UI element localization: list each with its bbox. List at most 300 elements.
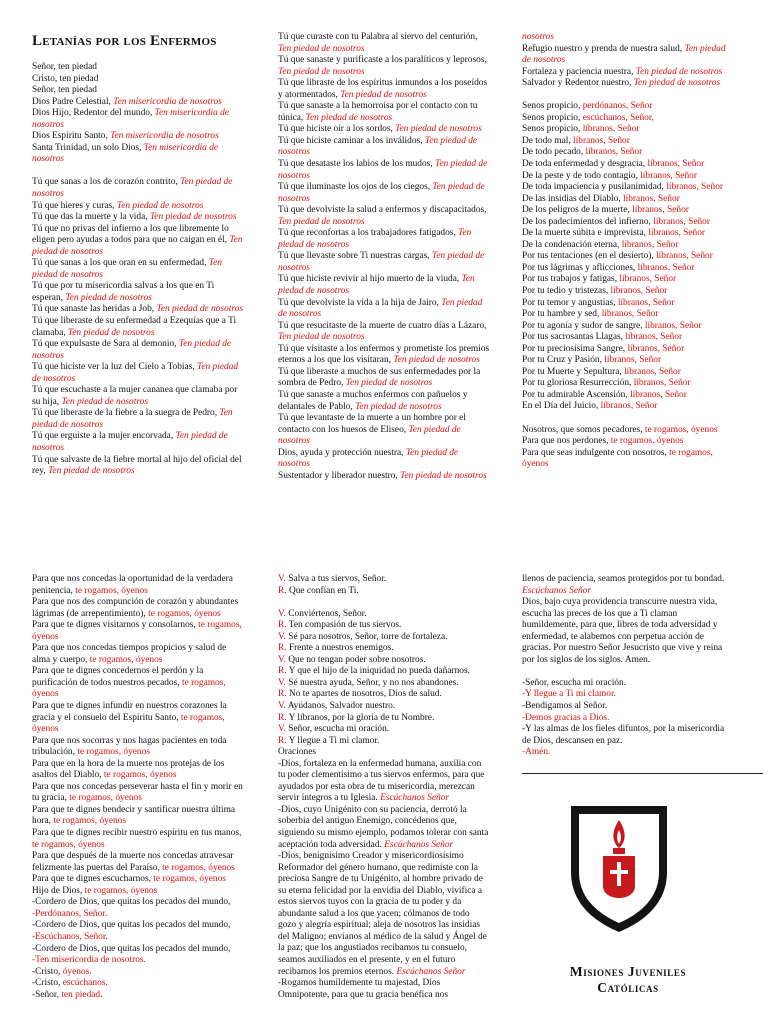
invocation-text: Tú que por tu misericordia salvas a los que en Ti esperan,	[32, 281, 215, 303]
invocation-text: Por tu hambre y sed,	[522, 309, 602, 320]
list-item	[522, 378, 734, 390]
list-item	[32, 62, 244, 74]
invocation-text: De los padecimientos del infierno,	[522, 216, 654, 227]
response-text: líbranos, Señor	[582, 124, 640, 135]
response-text: te rogamos, óyenos	[148, 608, 221, 619]
response-text: Ten piedad de nosotros	[278, 159, 488, 181]
response-text: líbranos, Señor	[604, 355, 662, 366]
page-bottom	[0, 570, 768, 1024]
list-item	[522, 228, 734, 240]
response-text: líbranos, Señor	[623, 193, 680, 204]
list-item	[32, 851, 244, 874]
response-text: -Amén.	[522, 747, 551, 758]
invocation-text: -Señor, escucha mi oración.	[522, 677, 627, 688]
response-text: Ten piedad de nosotros	[278, 182, 485, 204]
response-text: Ten misericordia de nosotros	[110, 131, 219, 142]
list-item	[32, 920, 244, 932]
invocation-text: De las insidias del Diablo,	[522, 193, 624, 204]
list-item	[522, 78, 734, 90]
list-item	[32, 990, 244, 1002]
invocation-text: Tú que sanaste a la hemorroísa por el contacto con tu túnica,	[278, 101, 478, 123]
response-text: Ten piedad de nosotros	[48, 466, 135, 477]
list-item	[32, 212, 244, 224]
response-text: Ten piedad de nosotros	[278, 297, 483, 320]
invocation-text: No te apartes de nosotros, Dios de salud.	[286, 689, 442, 700]
response-text: te rogamos, óyenos	[644, 424, 718, 435]
invocation-text: En el Día del Juicio,	[522, 401, 601, 412]
response-text: -Ten misericordia de nosotros.	[32, 955, 146, 966]
list-item	[278, 274, 490, 297]
spacer	[522, 666, 734, 678]
response-text: Ten piedad de nosotros	[32, 339, 232, 361]
list-item	[278, 101, 490, 124]
list-item	[32, 574, 244, 597]
invocation-text: Tú que sanaste y purificaste a los paralíticos y leprosos,	[278, 55, 487, 66]
invocation-text: Para que te dignes concedernos el perdón y la purificación de todos nuestros pecados,	[32, 666, 204, 688]
response-text: Escúchanos Señor	[380, 793, 450, 804]
column-2	[278, 32, 490, 482]
invocation-text: Salvador y Redentor nuestro,	[522, 78, 634, 89]
divider-line	[522, 773, 763, 774]
list-item	[278, 978, 490, 1001]
list-item	[32, 620, 244, 643]
invocation-text: Por tu agonía y sudor de sangre,	[522, 320, 645, 331]
invocation-text: De la peste y de todo contagio,	[522, 170, 641, 181]
invocation-text: Salva a tus siervos, Señor.	[285, 574, 387, 584]
invocation-text: -Dios, fortaleza en la enfermedad humana, auxilia con tu poder clementísimo a tus siervos enfermos, para que ayudados por esta obra de tu misericordia, merezcan servir íntegros a tu Iglesia.	[278, 758, 485, 804]
shield-logo-icon	[567, 802, 671, 934]
invocation-text: -Cordero de Dios, que quitas los pecados del mundo,	[32, 897, 231, 908]
list-item	[32, 431, 244, 454]
invocation-text: -Dios, benignísimo Creador y misericordiosísimo Reformador del género humano, que redimiste con la preciosa Sangre de tu Unigénito, al hombre privado de su eterna felicidad por la envidia del Diablo, vivifica a estos siervos tuyos con la gracia de tu poder y da abundante salud a los que yacen; cólmanos de todo gozo y alegría espiritual; aleja de nosotros las insidias del Maligno; envíanos al médico de la salud y Ángel de la paz; que los angustiados recibamos tu consuelo, seamos auxiliados en el presente, y en el futuro recibamos los premios eternos.	[278, 851, 487, 977]
invocation-text: Tú que sanaste las heridas a Job,	[32, 304, 157, 315]
response-text: Ten piedad de nosotros	[522, 43, 726, 66]
response-text: Ten piedad de nosotros	[633, 78, 721, 89]
invocation-text: Por tu preciosísima Sangre,	[522, 343, 628, 354]
invocation-text: Y líbranos, por la gloria de tu Nombre.	[286, 712, 435, 723]
list-item	[278, 574, 490, 586]
list-item	[278, 701, 490, 713]
list-item	[278, 55, 490, 78]
list-item	[32, 224, 244, 259]
invocation-text: Oraciones	[278, 747, 317, 758]
invocation-text: -Cordero de Dios, que quitas los pecados del mundo,	[32, 943, 231, 954]
response-text: líbranos, Señor	[573, 135, 630, 146]
response-text: Ten piedad de nosotros	[278, 251, 485, 273]
spacer	[522, 413, 734, 425]
versicle-marker: V.	[278, 677, 286, 688]
list-item	[32, 967, 244, 979]
list-item	[522, 401, 734, 413]
list-item	[522, 217, 734, 229]
list-item	[278, 321, 490, 344]
response-text: te rogamos, óyenos	[75, 585, 148, 596]
list-item	[278, 448, 490, 471]
invocation-text: Tú que reconfortas a los trabajadores fatigados,	[278, 228, 459, 239]
response-text: escúchanos, Señor,	[582, 112, 654, 123]
invocation-text: De toda impaciencia y pusilanimidad,	[522, 182, 667, 193]
response-text: líbranos, Señor	[624, 366, 681, 377]
invocation-text: Tú que devolviste la vida a la hija de Jairo,	[278, 297, 442, 308]
list-item	[32, 97, 244, 109]
response-text: Ten piedad de nosotros	[340, 89, 427, 100]
invocation-text: Hijo de Dios,	[32, 885, 85, 896]
invocation-text: Sé para nosotros, Señor, torre de fortaleza.	[285, 631, 448, 642]
list-item	[32, 131, 244, 143]
invocation-text: Tú que resucitaste de la muerte de cuatro días a Lázaro,	[278, 320, 487, 331]
list-item	[522, 701, 734, 713]
list-item	[522, 574, 734, 597]
list-item	[522, 724, 734, 747]
list-item	[278, 586, 490, 598]
invocation-text: llenos de paciencia, seamos protegidos por tu bondad.	[522, 574, 725, 584]
list-item	[278, 713, 490, 725]
response-text: líbranos, Señor	[640, 170, 697, 181]
invocation-text: Señor, escucha mi oración.	[285, 724, 390, 735]
list-item	[278, 251, 490, 274]
list-item	[522, 448, 734, 471]
invocation-text: -Y las almas de los fieles difuntos, por la misericordia de Dios, descansen en paz.	[522, 724, 725, 746]
list-item	[522, 425, 734, 437]
list-item	[32, 597, 244, 620]
list-item	[32, 108, 244, 131]
response-text: -Y llegue a Ti mi clamor.	[522, 689, 616, 700]
response-text: líbranos, Señor	[633, 378, 691, 389]
column-2	[278, 574, 490, 1001]
response-text: Ten piedad de nosotros	[278, 274, 475, 297]
list-item	[32, 897, 244, 909]
list-item	[278, 689, 490, 701]
response-text: te rogamos, óyenos	[103, 770, 177, 781]
response-text: ten piedad.	[61, 989, 103, 1000]
list-item	[32, 932, 244, 944]
invocation-text: De la condenación eterna,	[522, 239, 622, 250]
invocation-text: Tú que escuchaste a la mujer cananea que clamaba por su hija,	[32, 385, 238, 407]
invocation-text: Tú que iluminaste los ojos de los ciegos,	[278, 182, 433, 193]
response-text: te rogamos, óyenos	[84, 885, 158, 896]
invocation-text: Dios Hijo, Redentor del mundo,	[32, 108, 155, 119]
list-item	[522, 159, 734, 171]
list-item	[522, 286, 734, 298]
list-item	[32, 805, 244, 828]
invocation-text: Dios, ayuda y protección nuestra,	[278, 447, 406, 458]
list-item	[32, 316, 244, 339]
invocation-text: Refugio nuestro y prenda de nuestra salud,	[522, 43, 685, 54]
litany-list	[278, 32, 490, 482]
invocation-text: Para que nos concedas la oportunidad de la verdadera penitencia,	[32, 574, 233, 596]
invocation-text: Para que te dignes escucharnos,	[32, 874, 154, 885]
list-item	[32, 304, 244, 316]
response-text: líbranos, Señor	[637, 262, 695, 273]
list-item	[278, 159, 490, 182]
list-item	[278, 666, 490, 678]
spacer	[278, 597, 490, 609]
list-item	[522, 436, 734, 448]
invocation-text: Tú que das la muerte y la vida,	[32, 212, 150, 223]
response-text: -Escúchanos, Señor.	[32, 931, 108, 942]
list-item	[522, 171, 734, 183]
response-text: líbranos, Señor	[653, 216, 710, 227]
invocation-text: Y que el hijo de la iniquidad no pueda dañarnos.	[286, 666, 470, 677]
response-text: Ten piedad de nosotros	[32, 408, 233, 430]
list-item	[32, 385, 244, 408]
column-1	[32, 574, 244, 1001]
response-text: te rogamos, óyenos	[522, 447, 713, 470]
list-item	[522, 101, 734, 113]
list-item	[32, 177, 244, 200]
invocation-text: Tú que visitaste a los enfermos y prometiste los premios eternos a los que los visitaran,	[278, 343, 490, 366]
invocation-text: Para que te dignes visitarnos y consolarnos,	[32, 620, 199, 631]
response-text: -Demos gracias a Dios.	[522, 712, 610, 723]
list-item	[32, 955, 244, 967]
list-item	[278, 851, 490, 978]
list-item	[32, 281, 244, 304]
brand-name	[522, 964, 734, 996]
versicle-marker: V.	[278, 574, 286, 584]
invocation-text: -Bendigamos al Señor.	[522, 700, 608, 711]
versicle-marker: V.	[278, 608, 286, 619]
response-text: Ten piedad de nosotros	[278, 66, 365, 77]
list-item	[32, 339, 244, 362]
list-item	[278, 759, 490, 805]
list-item	[32, 978, 244, 990]
response-text: te rogamos, óyenos	[153, 874, 226, 885]
response-text: Escúchanos Señor	[384, 839, 454, 850]
litany-list	[32, 574, 244, 1001]
invocation-text: Para que seas indulgente con nosotros,	[522, 447, 670, 458]
response-text: líbranos, Señor	[610, 285, 668, 296]
invocation-text: -Dios, cuyo Unigénito con su paciencia, derrotó la soberbia del antiguo Enemigo, concédenos que, siguiendo su mismo ejemplo, podamos tolerar con santa aceptación toda adversidad.	[278, 804, 489, 850]
column-3	[522, 574, 734, 759]
invocation-text: Para que nos perdones,	[522, 436, 611, 447]
invocation-text: De los peligros de la muerte,	[522, 205, 633, 216]
litany-list	[32, 62, 244, 478]
response-text: Ten piedad de nosotros	[278, 424, 461, 447]
list-item	[278, 471, 490, 483]
response-text: Ten piedad de nosotros	[61, 396, 148, 407]
response-text: líbranos, Señor	[600, 401, 658, 412]
list-item	[32, 759, 244, 782]
list-item	[522, 205, 734, 217]
invocation-text: Por tu admirable Ascensión,	[522, 389, 631, 400]
invocation-text: Para que nos des compunción de corazón y abundantes lágrimas (de arrepentimiento),	[32, 597, 239, 619]
invocation-text: Tú que erguiste a la mujer encorvada,	[32, 431, 176, 442]
versicle-marker: V.	[278, 654, 286, 665]
invocation-text: Que no tengan poder sobre nosotros.	[285, 654, 426, 665]
invocation-text: Tú que sanas a los que oran en su enfermedad,	[32, 258, 209, 269]
invocation-text: Tú que levantaste de la muerte a un hombre por el contacto con los huesos de Eliseo,	[278, 413, 466, 435]
response-text: líbranos, Señor	[630, 389, 687, 400]
response-text: Escúchanos Señor	[396, 966, 466, 977]
invocation-text: Senos propicio,	[522, 101, 583, 112]
response-text: líbranos, Señor	[621, 239, 679, 250]
list-item	[278, 632, 490, 644]
list-item	[278, 78, 490, 101]
response-text: Ten piedad de nosotros	[278, 43, 365, 54]
response-text: te rogamos, óyenos	[162, 862, 235, 873]
response-text: óyenos.	[62, 966, 92, 977]
list-item	[278, 367, 490, 390]
versicle-marker: R.	[278, 643, 287, 654]
invocation-text: De todo mal,	[522, 135, 574, 146]
list-item	[32, 828, 244, 851]
invocation-text: Fortaleza y paciencia nuestra,	[522, 66, 636, 77]
invocation-text: Para que en la hora de la muerte nos protejas de los asaltos del Diablo,	[32, 758, 225, 781]
invocation-text: De todo pecado,	[522, 147, 586, 158]
invocation-text: Por tu gloriosa Resurrección,	[522, 378, 634, 389]
list-item	[522, 182, 734, 194]
invocation-text: -Rogamos humildemente tu majestad, Dios Omnipotente, para que tu gracia benéfica nos	[278, 978, 448, 1000]
invocation-text: Por tu Cruz y Pasión,	[522, 355, 605, 366]
list-item	[278, 609, 490, 621]
invocation-text: Santa Trinidad, un solo Dios,	[32, 142, 144, 153]
response-text: Ten piedad de nosotros	[32, 177, 233, 199]
list-item	[278, 205, 490, 228]
response-text: Ten piedad de nosotros	[278, 228, 472, 250]
response-text: líbranos, Señor	[647, 158, 705, 169]
closing-prayers	[522, 574, 734, 759]
invocation-text: Tú que salvaste de la fiebre mortal al hijo del oficial del rey,	[32, 454, 242, 477]
response-text: Ten piedad de nosotros	[32, 235, 243, 257]
list-item	[278, 643, 490, 655]
versicle-marker: V.	[278, 700, 286, 711]
invocation-text: -Cordero de Dios, que quitas los pecados del mundo,	[32, 920, 231, 931]
list-item	[278, 620, 490, 632]
response-text: Ten misericordia de nosotros	[32, 142, 219, 165]
response-text: Ten piedad de nosotros	[116, 200, 204, 211]
response-text: líbranos, Señor	[601, 309, 659, 320]
spacer	[32, 166, 244, 178]
list-item	[522, 367, 734, 379]
response-text: Ten piedad de nosotros	[635, 66, 723, 77]
response-text: te rogamos, óyenos	[32, 712, 225, 735]
invocation-text: Tú que expulsaste de Sara al demonio,	[32, 339, 179, 350]
list-item	[522, 124, 734, 136]
response-text: Ten piedad de nosotros	[400, 470, 487, 481]
list-item	[32, 408, 244, 431]
invocation-text: Senos propicio,	[522, 124, 583, 135]
list-item	[522, 147, 734, 159]
invocation-text: Para que nos concedas tiempos propicios y salud de alma y cuerpo,	[32, 643, 227, 665]
invocation-text: Por tus tentaciones (en el desierto),	[522, 251, 657, 262]
brand-line-2: Católicas	[597, 980, 659, 995]
response-text: -Perdónanos, Señor.	[32, 908, 108, 919]
invocation-text: Señor, ten piedad	[32, 85, 97, 96]
response-text: líbranos, Señor	[627, 343, 685, 354]
list-item	[32, 736, 244, 759]
response-text: Ten piedad de nosotros	[395, 124, 482, 135]
response-text: Escúchanos Señor	[522, 585, 591, 596]
response-text: líbranos, Señor	[644, 320, 702, 331]
list-item	[278, 298, 490, 321]
invocation-text: Para que nos concedas perseverar hasta el fin y morir en tu gracia,	[32, 781, 243, 804]
invocation-text: Dios, bajo cuya providencia transcurre nuestra vida, escucha las preces de los que a Ti claman humildemente, para que, libres de toda adversidad y enfermedad, te alabemos con perpetua acción de gracias. Por nuestro Señor Jesucristo que vive y reina por los siglos de los siglos. Amen.	[522, 597, 723, 665]
response-text: escúchanos.	[62, 978, 108, 989]
versicle-marker: R.	[278, 735, 287, 746]
invocation-text: Tú que liberaste de la fiebre a la suegra de Pedro,	[32, 408, 220, 419]
versicle-marker: R.	[278, 712, 287, 723]
list-item	[522, 355, 734, 367]
invocation-text: Ayúdanos, Salvador nuestro.	[285, 700, 396, 711]
response-text: líbranos, Señor	[666, 182, 723, 193]
response-text: Ten misericordia de nosotros	[113, 96, 222, 107]
list-item	[522, 747, 734, 759]
response-text: te rogamos, óyenos	[32, 620, 242, 642]
invocation-text: Tú que devolviste la salud a enfermos y discapacitados,	[278, 205, 487, 216]
invocation-text: Por tu temor y angustias,	[522, 297, 618, 308]
list-item	[32, 362, 244, 385]
response-text: te rogamos, óyenos	[77, 747, 150, 758]
invocation-text: Tú que libraste de los espíritus inmundos a los poseídos y atormentados,	[278, 78, 488, 100]
list-item	[278, 747, 490, 759]
list-item	[32, 201, 244, 213]
list-item	[32, 909, 244, 921]
invocation-text: Tú que hiciste revivir al hijo muerto de la viuda,	[278, 274, 462, 285]
column-3	[522, 32, 734, 471]
invocation-text: Por tus sacrosantas Llagas,	[522, 332, 626, 343]
invocation-text: Por tu tedio y tristezas,	[522, 285, 611, 296]
response-text: perdónanos, Señor	[582, 101, 653, 112]
response-text: líbranos, Señor	[619, 274, 677, 285]
list-item	[522, 321, 734, 333]
response-text: Ten piedad de nosotros	[305, 112, 393, 123]
response-text: Ten piedad de nosotros	[67, 327, 155, 338]
versicle-list	[278, 574, 490, 1001]
list-item	[278, 344, 490, 367]
response-text: Ten piedad de nosotros	[355, 401, 442, 412]
list-item	[522, 689, 734, 701]
list-item	[32, 455, 244, 478]
response-text: te rogamos, óyenos	[69, 793, 142, 804]
response-text: Ten piedad de nosotros	[32, 362, 239, 384]
list-item	[32, 782, 244, 805]
response-text: líbranos, Señor	[632, 205, 689, 216]
response-text: Ten piedad de nosotros	[32, 431, 228, 453]
list-item	[278, 32, 490, 55]
invocation-text: Tú que hiciste ver la luz del Cielo a Tobías,	[32, 362, 198, 373]
list-item	[522, 309, 734, 321]
invocation-text: Por tus trabajos y fatigas,	[522, 274, 620, 285]
invocation-text: Frente a nuestros enemigos.	[286, 643, 394, 654]
invocation-text: Sé nuestra ayuda, Señor, y no nos abandones.	[285, 677, 459, 688]
list-item	[32, 643, 244, 666]
invocation-text: De toda enfermedad y desgracia,	[522, 158, 648, 169]
invocation-text: Por tu Muerte y Sepultura,	[522, 366, 625, 377]
list-item	[522, 263, 734, 275]
invocation-text: Tú que hiciste oír a los sordos,	[278, 124, 396, 135]
invocation-text: Tú que liberaste a muchos de sus enfermedades por la sombra de Pedro,	[278, 366, 481, 389]
response-text: líbranos, Señor	[617, 297, 675, 308]
response-text: Ten piedad de nosotros	[149, 212, 237, 223]
list-item	[522, 113, 734, 125]
invocation-text: Senos propicio,	[522, 112, 583, 123]
response-text: te rogamos, óyenos	[89, 654, 163, 665]
list-item	[32, 258, 244, 281]
list-item	[522, 240, 734, 252]
list-item	[522, 251, 734, 263]
invocation-text: Que confían en Ti.	[286, 585, 359, 596]
invocation-text: Tú que sanas a los de corazón contrito,	[32, 177, 181, 188]
list-item	[32, 666, 244, 701]
response-text: te rogamos, óyenos	[32, 839, 105, 850]
response-text: líbranos, Señor	[656, 251, 713, 262]
list-item	[278, 413, 490, 448]
versicle-marker: R.	[278, 620, 287, 631]
invocation-text: Señor, ten piedad	[32, 62, 97, 72]
list-item	[278, 655, 490, 667]
response-text: Ten piedad de nosotros	[278, 447, 459, 470]
list-item	[32, 143, 244, 166]
